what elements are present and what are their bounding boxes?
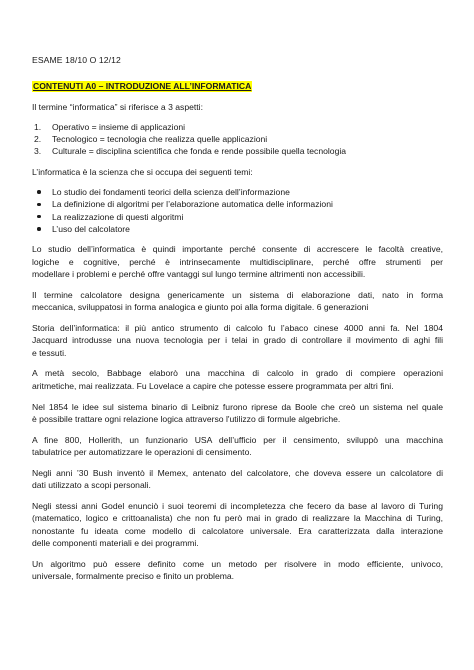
- paragraph-line: modellare i problemi e perché offre vantaggi sul lungo termine altrimenti non accessibili.: [32, 268, 366, 279]
- paragraph: [32, 289, 443, 314]
- paragraph-line: Nel 1854 le idee sul sistema binario di Leibniz furono riprese da Boole che creò un sistema nel quale: [32, 401, 443, 412]
- list-number: 3.: [34, 146, 42, 157]
- paragraph-line: A metà secolo, Babbage elaborò una macchina di calcolo in grado di compiere operazioni: [32, 368, 443, 379]
- paragraph-line: è possibile trattare ogni relazione logica attraverso l'utilizzo di formule algebriche.: [32, 413, 341, 424]
- paragraph: [32, 500, 443, 549]
- paragraph-line: Un algoritmo può essere definito come un metodo per risolvere in modo efficiente, univoco,: [32, 558, 443, 569]
- paragraph-line: Lo studio dell’informatica è quindi importante perché consente di accrescere le facoltà creative,: [32, 244, 443, 255]
- list-number: 2.: [34, 134, 42, 145]
- paragraph-line: Il termine calcolatore designa genericamente un sistema di elaborazione dati, nato in forma: [32, 289, 443, 300]
- paragraph-line: Negli anni ’30 Bush inventò il Memex, antenato del calcolatore, che doveva essere un calcolatore di: [32, 467, 443, 478]
- paragraph: [32, 322, 443, 359]
- paragraph: [32, 467, 443, 492]
- list-item: [32, 186, 443, 198]
- paragraph: [32, 243, 443, 280]
- paragraph-line: Jacquard introdusse una nuova tecnologia per i telai in grado di controllare il movimento di aghi fili: [32, 335, 443, 346]
- paragraph-line: (matematico, logico e crittoanalista) che non fu però mai in grado di realizzare la Macchina di Turing,: [32, 513, 443, 524]
- paragraph-line: universale, formalmente preciso e finito un problema.: [32, 571, 235, 582]
- paragraph: [32, 367, 443, 392]
- paragraph: [32, 434, 443, 459]
- paragraph-line: meccanica, sviluppatosi in forma analogica e giunto poi alla forma digitale. 6 generazioni: [32, 302, 369, 313]
- list-item-text: La realizzazione di questi algoritmi: [52, 211, 184, 222]
- list-number: 1.: [34, 121, 42, 132]
- list-item: [32, 223, 443, 235]
- list-item-text: Lo studio dei fondamenti teorici della scienza dell’informazione: [52, 187, 290, 198]
- list-item: [32, 121, 443, 133]
- list-item: [32, 211, 443, 223]
- bullet-icon: [37, 190, 41, 194]
- list-item: [32, 133, 443, 145]
- list-item-text: La definizione di algoritmi per l’elaborazione automatica delle informazioni: [52, 199, 333, 210]
- intro-text: Il termine “informatica” si riferisce a 3 aspetti:: [32, 101, 203, 112]
- paragraph: [32, 401, 443, 426]
- list-item: [32, 198, 443, 210]
- paragraph-line: A fine 800, Hollerith, un funzionario USA dell’ufficio per il censimento, sviluppò una macchina: [32, 434, 443, 445]
- paragraph-line: tabulatrice per automatizzare le operazioni di censimento.: [32, 447, 252, 458]
- exam-dates: ESAME 18/10 O 12/12: [32, 55, 121, 65]
- paragraph-line: Negli stessi anni Godel enunciò i suoi teoremi di incompletezza che fecero da base al lavoro di Turing: [32, 501, 443, 512]
- list-item-text: Tecnologico = tecnologia che realizza quelle applicazioni: [52, 134, 268, 145]
- section-title-wrap: [32, 80, 443, 92]
- bullet-icon: [37, 203, 41, 207]
- document-content: [32, 54, 443, 591]
- list-item-text: Operativo = insieme di applicazioni: [52, 121, 186, 132]
- topics-list: [32, 186, 443, 235]
- paragraph-line: e tessuti.: [32, 347, 67, 358]
- paragraph: [32, 558, 443, 583]
- paragraph-line: delle componenti materiali e dei programmi.: [32, 538, 199, 549]
- paragraph-line: logiche e cognitive, perché è intrinsecamente multidisciplinare, perché offre strumenti per: [32, 256, 443, 267]
- list-item-text: Culturale = disciplina scientifica che fonda e rende possibile quella tecnologia: [52, 146, 347, 157]
- topics-intro: L’informatica è la scienza che si occupa dei seguenti temi:: [32, 166, 253, 177]
- aspects-list: [32, 121, 443, 158]
- paragraph-line: Storia dell’informatica: il più antico strumento di calcolo fu l’abaco cinese 4000 anni fa. Nel 1804: [32, 322, 443, 333]
- paragraph-line: aritmetiche, mai realizzata. Fu Lovelace a capire che potesse essere programmata per altri fini.: [32, 380, 394, 391]
- list-item-text: L’uso del calcolatore: [52, 223, 130, 234]
- bullet-icon: [37, 215, 41, 219]
- paragraph-line: dati utilizzato a scopi personali.: [32, 480, 151, 491]
- bullet-icon: [37, 227, 41, 231]
- paragraph-line: nonostante fu ideata come modello di calcolatore universale. Era caratterizzata dalla interazione: [32, 525, 443, 536]
- list-item: [32, 145, 443, 157]
- section-title: CONTENUTI A0 – INTRODUZIONE ALL’INFORMATICA: [33, 81, 252, 92]
